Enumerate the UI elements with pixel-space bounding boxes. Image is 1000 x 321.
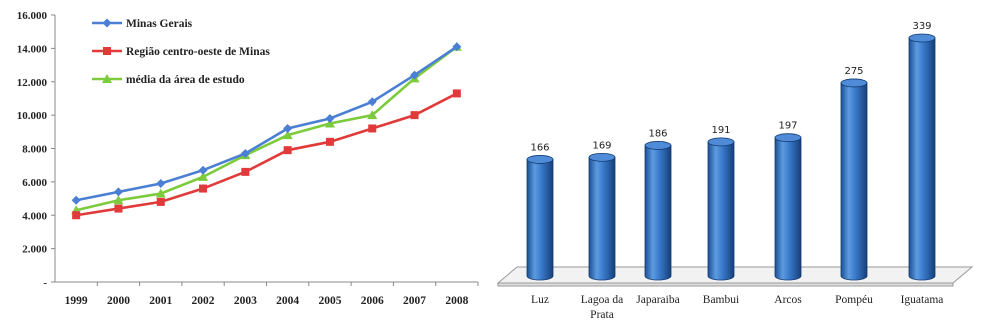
value-label-iguatama: 339: [912, 21, 932, 32]
bar-body: [645, 145, 671, 280]
legend-marker-regi-o-centro-oeste-de-minas: [103, 47, 111, 55]
data-point-regi-o-centro-oeste-de-minas: [368, 124, 376, 132]
x-tick-label: 2007: [403, 295, 427, 307]
x-tick-label: 1999: [64, 295, 88, 307]
category-label-iguatama: Iguatama: [900, 294, 944, 306]
x-tick-label: 2002: [191, 295, 215, 307]
y-tick-label: 2.000: [22, 243, 47, 256]
x-tick-label: 2006: [360, 295, 384, 307]
data-point-regi-o-centro-oeste-de-minas: [453, 89, 461, 97]
value-label-lagoa-da-prata: 169: [592, 140, 612, 152]
bar-chart-panel: [490, 0, 1000, 321]
chart-floor-edge: [498, 283, 953, 286]
data-point-regi-o-centro-oeste-de-minas: [157, 198, 165, 206]
y-tick-label: 10.000: [16, 110, 47, 123]
series-line-minas-gerais: [76, 47, 457, 201]
x-tick-label: 2001: [149, 295, 173, 307]
data-point-regi-o-centro-oeste-de-minas: [411, 111, 419, 119]
y-tick-label: 4.000: [22, 210, 47, 223]
bar-body: [527, 159, 553, 280]
category-label-japaraiba: Japaraiba: [636, 294, 680, 306]
category-label-luz: Luz: [531, 294, 549, 306]
bar-bambui: [708, 138, 734, 280]
bar-body: [708, 142, 734, 280]
bar-chart: [490, 0, 1000, 321]
value-label-arcos: 197: [778, 120, 798, 132]
bar-top: [527, 155, 553, 163]
bar-top: [708, 138, 734, 146]
bar-body: [775, 138, 801, 280]
data-point-minas-gerais: [199, 166, 208, 175]
data-point-regi-o-centro-oeste-de-minas: [241, 168, 249, 176]
x-tick-label: 2004: [276, 295, 300, 307]
bar-top: [909, 34, 935, 42]
legend-label-regi-o-centro-oeste-de-minas: Região centro-oeste de Minas: [126, 46, 270, 58]
y-tick-label: 14.000: [16, 43, 47, 56]
line-chart-panel: [0, 0, 490, 321]
category-label-bambui: Bambui: [702, 294, 740, 306]
y-tick-label: 6.000: [22, 176, 47, 189]
data-point-minas-gerais: [114, 187, 123, 196]
value-label-luz: 166: [530, 142, 550, 154]
bar-lagoa-da-prata: [589, 153, 615, 280]
chart-floor: [498, 267, 972, 283]
data-point-regi-o-centro-oeste-de-minas: [114, 205, 122, 213]
bar-top: [841, 79, 867, 87]
y-tick-label: 12.000: [16, 76, 47, 89]
bar-luz: [527, 155, 553, 280]
bar-body: [589, 157, 615, 280]
bar-pomp-u: [841, 79, 867, 280]
bar-top: [645, 141, 671, 149]
data-point-minas-gerais: [156, 179, 165, 188]
x-tick-label: 2008: [445, 295, 469, 307]
y-tick-label: 16.000: [16, 10, 47, 22]
bar-body: [841, 83, 867, 280]
series-line-m-dia-da-rea-de-estudo: [76, 47, 457, 211]
x-tick-label: 2000: [106, 295, 130, 307]
bar-top: [589, 153, 615, 161]
category-label-arcos: Arcos: [774, 294, 802, 306]
category-label-lagoa-da-prata: Lagoa da Prata: [580, 294, 624, 321]
x-tick-label: 2003: [233, 295, 257, 307]
bar-arcos: [775, 134, 801, 280]
data-point-regi-o-centro-oeste-de-minas: [199, 185, 207, 193]
legend-marker-minas-gerais: [103, 19, 112, 28]
legend-label-minas-gerais: Minas Gerais: [126, 18, 193, 30]
value-label-pomp-u: 275: [844, 65, 864, 77]
data-point-regi-o-centro-oeste-de-minas: [284, 146, 292, 154]
x-tick-label: 2005: [318, 295, 342, 307]
bar-iguatama: [909, 34, 935, 280]
data-point-regi-o-centro-oeste-de-minas: [326, 138, 334, 146]
data-point-regi-o-centro-oeste-de-minas: [72, 211, 80, 219]
data-point-minas-gerais: [72, 196, 81, 205]
bar-top: [775, 134, 801, 142]
value-label-japaraiba: 186: [648, 128, 668, 140]
line-chart: [0, 0, 490, 321]
value-label-bambui: 191: [711, 124, 731, 136]
legend-label-m-dia-da-rea-de-estudo: média da área de estudo: [126, 74, 245, 86]
y-tick-label: -: [43, 277, 47, 289]
bar-japaraiba: [645, 141, 671, 280]
bar-body: [909, 38, 935, 280]
y-tick-label: 8.000: [22, 143, 47, 156]
category-label-pomp-u: Pompéu: [835, 294, 873, 306]
